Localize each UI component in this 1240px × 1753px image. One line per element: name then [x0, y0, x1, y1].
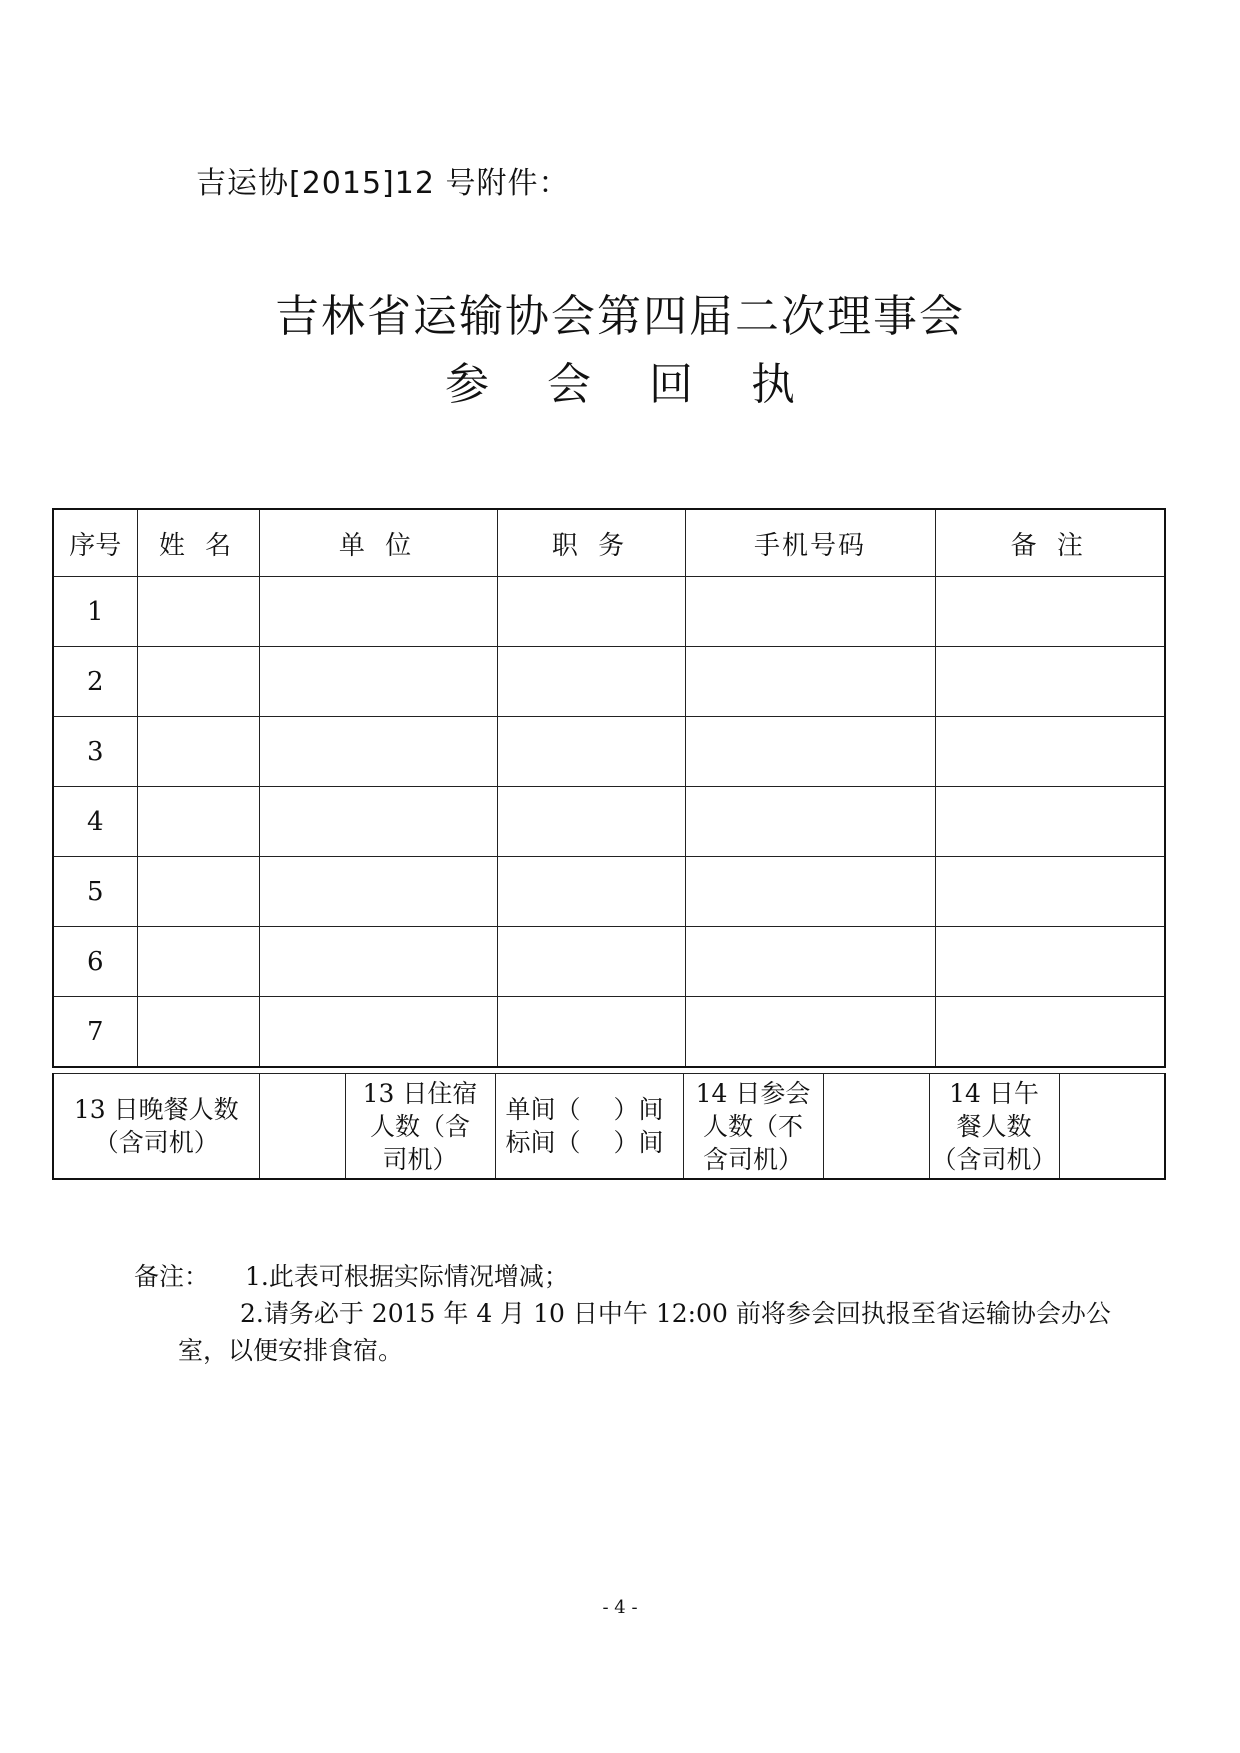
table-row [53, 997, 1165, 1068]
row-number: 2 [53, 647, 137, 717]
row-number: 5 [53, 857, 137, 927]
label-line: 餐人数 [956, 1111, 1032, 1141]
col-header-phone: 手机号码 [685, 509, 935, 577]
subtitle-char: 参 [445, 359, 489, 410]
table-row [53, 787, 1165, 857]
name-cell[interactable] [137, 647, 259, 717]
label-line: （含司机） [93, 1128, 219, 1157]
name-cell[interactable] [137, 857, 259, 927]
phone-cell[interactable] [685, 577, 935, 647]
label-line: 含司机） [702, 1144, 803, 1174]
row-number: 7 [53, 997, 137, 1068]
label-line: 司机） [382, 1144, 458, 1174]
unit-cell[interactable] [259, 787, 497, 857]
note-item-2: 2.请务必于 2015 年 4 月 10 日中午 12:00 前将参会回执报至省运输协会办公 [240, 1299, 1111, 1328]
col-header-unit: 单 位 [259, 509, 497, 577]
note-item-2-continued: 室，以便安排食宿。 [178, 1336, 404, 1365]
row-number: 1 [53, 577, 137, 647]
label-line: 13 日住宿 [362, 1078, 478, 1108]
subtitle-char: 回 [649, 359, 693, 410]
document-subtitle [0, 348, 1240, 412]
note-line-1 [134, 1258, 1194, 1295]
table-row [53, 577, 1165, 647]
name-cell[interactable] [137, 997, 259, 1068]
position-cell[interactable] [497, 787, 685, 857]
phone-cell[interactable] [685, 787, 935, 857]
position-cell[interactable] [497, 857, 685, 927]
unit-cell[interactable] [259, 647, 497, 717]
label-line: 14 日参会 [695, 1078, 811, 1108]
remarks-cell[interactable] [935, 787, 1165, 857]
name-cell[interactable] [137, 577, 259, 647]
phone-cell[interactable] [685, 647, 935, 717]
col-header-position: 职 务 [497, 509, 685, 577]
note-line-3 [134, 1332, 1194, 1369]
standard-room-line: 标间（ ）间 [505, 1128, 664, 1157]
document-title: 吉林省运输协会第四届二次理事会 [275, 291, 965, 342]
note-item-1: 1.此表可根据实际情况增减； [245, 1262, 569, 1291]
unit-cell[interactable] [259, 577, 497, 647]
table-row [53, 647, 1165, 717]
unit-cell[interactable] [259, 927, 497, 997]
table-row [53, 717, 1165, 787]
page-number: - 4 - [602, 1597, 638, 1618]
remarks-cell[interactable] [935, 857, 1165, 927]
position-cell[interactable] [497, 577, 685, 647]
subtitle-char: 执 [751, 359, 795, 410]
name-cell[interactable] [137, 717, 259, 787]
lodging-13-label [345, 1074, 495, 1180]
dinner-13-label [53, 1074, 259, 1180]
single-room-line: 单间（ ）间 [505, 1095, 664, 1124]
position-cell[interactable] [497, 997, 685, 1068]
phone-cell[interactable] [685, 857, 935, 927]
lunch-14-value[interactable] [1059, 1074, 1165, 1180]
attend-14-value[interactable] [823, 1074, 929, 1180]
table-row [53, 927, 1165, 997]
label-line: 13 日晚餐人数 [73, 1095, 239, 1124]
phone-cell[interactable] [685, 717, 935, 787]
subtitle-char: 会 [547, 359, 591, 410]
unit-cell[interactable] [259, 997, 497, 1068]
name-cell[interactable] [137, 787, 259, 857]
label-line: （含司机） [931, 1144, 1057, 1174]
unit-cell[interactable] [259, 717, 497, 787]
remarks-cell[interactable] [935, 717, 1165, 787]
dinner-13-value[interactable] [259, 1074, 345, 1180]
notes-label: 备注： [134, 1262, 210, 1291]
remarks-cell[interactable] [935, 997, 1165, 1068]
registration-table [52, 508, 1166, 1068]
phone-cell[interactable] [685, 997, 935, 1068]
row-number: 4 [53, 787, 137, 857]
row-number: 3 [53, 717, 137, 787]
summary-row [53, 1074, 1165, 1180]
col-header-name: 姓 名 [137, 509, 259, 577]
label-line: 人数（不 [702, 1111, 803, 1141]
attachment-reference: 吉运协[2015]12 号附件： [196, 166, 570, 201]
remarks-cell[interactable] [935, 647, 1165, 717]
remarks-cell[interactable] [935, 577, 1165, 647]
position-cell[interactable] [497, 717, 685, 787]
attend-14-label [683, 1074, 823, 1180]
note-line-2 [134, 1295, 1194, 1332]
table-header-row [53, 509, 1165, 577]
position-cell[interactable] [497, 927, 685, 997]
table-row [53, 857, 1165, 927]
label-line: 人数（含 [369, 1111, 470, 1141]
notes-section [134, 1258, 1194, 1369]
unit-cell[interactable] [259, 857, 497, 927]
remarks-cell[interactable] [935, 927, 1165, 997]
room-count-field[interactable] [495, 1074, 683, 1180]
col-header-remarks: 备 注 [935, 509, 1165, 577]
name-cell[interactable] [137, 927, 259, 997]
summary-table [52, 1073, 1166, 1180]
col-header-index: 序号 [53, 509, 137, 577]
lunch-14-label [929, 1074, 1059, 1180]
phone-cell[interactable] [685, 927, 935, 997]
position-cell[interactable] [497, 647, 685, 717]
label-line: 14 日午 [949, 1078, 1039, 1108]
row-number: 6 [53, 927, 137, 997]
